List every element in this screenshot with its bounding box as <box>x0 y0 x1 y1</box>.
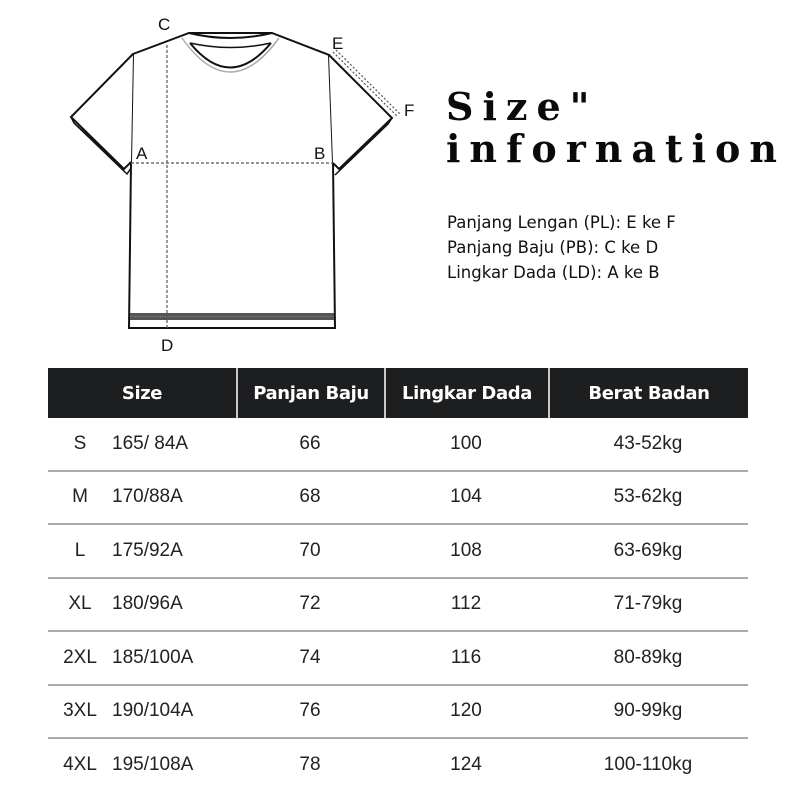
label-a: A <box>136 144 148 163</box>
table-row <box>48 472 748 526</box>
cell-panjang-baju: 66 <box>236 418 384 472</box>
size-fit: 170/88A <box>112 486 183 508</box>
size-fit: 195/108A <box>112 753 194 775</box>
size-code: 3XL <box>63 700 97 722</box>
cell-berat-badan: 100-110kg <box>603 753 693 775</box>
cell-berat-badan: 63-69kg <box>548 525 748 579</box>
cell-panjang-baju: 68 <box>236 472 384 526</box>
label-c: C <box>158 15 171 34</box>
legend-item-chest: Lingkar Dada (LD): A ke B <box>447 263 660 282</box>
cell-lingkar-dada: 104 <box>384 472 548 526</box>
cell-panjang-baju: 78 <box>299 753 321 775</box>
header-lingkar-dada: Lingkar Dada <box>384 368 548 418</box>
table-row <box>48 525 748 579</box>
size-code: L <box>74 539 86 561</box>
label-e: E <box>332 34 344 53</box>
cell-berat-badan: 90-99kg <box>548 686 748 740</box>
size-code: XL <box>68 593 92 615</box>
measurement-legend <box>447 210 676 285</box>
size-fit: 180/96A <box>112 593 183 615</box>
header-panjang-baju: Panjan Baju <box>236 368 384 418</box>
table-row <box>48 418 748 472</box>
table-row <box>48 632 748 686</box>
label-b: B <box>314 144 326 163</box>
title-line-1: Size" <box>446 84 599 129</box>
label-d: D <box>161 336 174 355</box>
table-row <box>48 686 748 740</box>
tshirt-icon <box>0 0 430 360</box>
cell-lingkar-dada: 120 <box>384 686 548 740</box>
cell-lingkar-dada: 108 <box>384 525 548 579</box>
size-fit: 165/ 84A <box>112 432 189 454</box>
size-fit: 175/92A <box>112 539 183 561</box>
size-code: 2XL <box>63 646 97 668</box>
size-fit: 185/100A <box>112 646 194 668</box>
table-row <box>48 739 748 791</box>
cell-lingkar-dada: 112 <box>384 579 548 633</box>
legend-item-sleeve: Panjang Lengan (PL): E ke F <box>447 213 676 232</box>
cell-berat-badan: 71-79kg <box>548 579 748 633</box>
cell-panjang-baju: 76 <box>236 686 384 740</box>
legend-item-length: Panjang Baju (PB): C ke D <box>447 238 659 257</box>
header-size: Size <box>48 368 236 418</box>
size-fit: 190/104A <box>112 700 194 722</box>
cell-berat-badan: 80-89kg <box>548 632 748 686</box>
size-code: 4XL <box>63 753 97 775</box>
label-f: F <box>404 101 415 120</box>
page-title <box>446 86 786 170</box>
cell-lingkar-dada: 100 <box>384 418 548 472</box>
cell-panjang-baju: 74 <box>236 632 384 686</box>
size-chart-table <box>48 368 748 791</box>
cell-panjang-baju: 72 <box>236 579 384 633</box>
size-code: M <box>72 486 88 508</box>
table-row <box>48 579 748 633</box>
cell-panjang-baju: 70 <box>236 525 384 579</box>
cell-berat-badan: 43-52kg <box>548 418 748 472</box>
cell-lingkar-dada: 116 <box>384 632 548 686</box>
cell-berat-badan: 53-62kg <box>548 472 748 526</box>
cell-lingkar-dada: 124 <box>450 753 482 775</box>
size-code: S <box>73 432 87 454</box>
tshirt-diagram <box>0 0 430 360</box>
title-line-2: infornation <box>446 126 786 171</box>
table-header-row <box>48 368 748 418</box>
header-berat-badan: Berat Badan <box>548 368 748 418</box>
